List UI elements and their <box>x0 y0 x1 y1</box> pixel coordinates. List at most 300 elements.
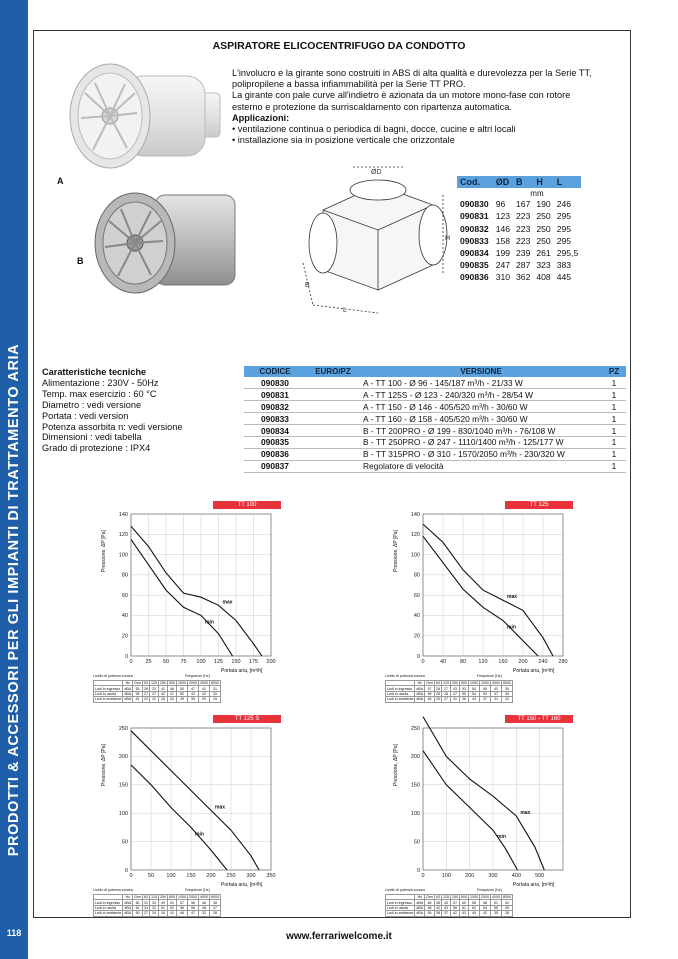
sound-value: 57 <box>425 686 435 691</box>
sound-value: 55 <box>479 686 490 691</box>
sound-value: 50 <box>176 686 187 691</box>
sound-value: 63 <box>435 895 440 900</box>
sound-value: 60 <box>459 900 468 905</box>
series-label: max <box>520 810 531 817</box>
sound-value: 47 <box>187 911 198 916</box>
y-tick-label: 40 <box>121 613 128 620</box>
price-cell <box>306 448 360 460</box>
sound-value: Gen <box>134 895 141 900</box>
dimension-value: 295 <box>556 223 572 234</box>
spec-line: Grado di protezione : IPX4 <box>42 443 151 454</box>
x-tick-label: 120 <box>478 659 488 665</box>
table-row <box>244 401 626 413</box>
sound-value: LwA in ambiente <box>387 911 414 916</box>
version-description: A - TT 160 - Ø 158 - 405/520 m³/h - 30/60 W <box>360 413 602 425</box>
product-code: 090836 <box>460 272 489 283</box>
chart-plot <box>93 500 283 668</box>
sound-value: LwA in ingresso <box>94 686 123 691</box>
x-tick-label: 0 <box>129 873 133 879</box>
sound-value: 42 <box>450 911 459 916</box>
sound-value: LwA in uscita <box>386 905 415 910</box>
y-tick-label: 250 <box>118 725 128 732</box>
sound-value: 53 <box>479 691 490 696</box>
sound-value: 27 <box>143 691 148 696</box>
sound-value: Gen <box>426 895 433 900</box>
dimension-value: 383 <box>556 260 572 271</box>
sound-value: 27 <box>149 691 158 696</box>
chart-plot <box>385 500 575 668</box>
specs-heading: Caratteristiche tecniche <box>42 367 147 377</box>
y-tick-label: 50 <box>121 839 128 846</box>
version-description: B - TT 315PRO - Ø 310 - 1570/2050 m³/h - 230/320 W <box>360 448 602 460</box>
sound-value: Gen <box>134 681 141 686</box>
performance-chart-tt125s <box>93 714 283 924</box>
y-tick-label: 100 <box>410 811 420 817</box>
sound-value: 38 <box>435 911 440 916</box>
sound-value: Hz <box>415 681 425 686</box>
product-code: 090835 <box>244 436 306 448</box>
y-tick-label: 250 <box>410 725 420 732</box>
sound-value: 34 <box>149 900 158 905</box>
sound-value: Hz <box>415 895 425 900</box>
header-cell: Cod. <box>457 176 493 188</box>
sound-value: 31 <box>450 697 459 702</box>
sound-power-table <box>93 894 221 917</box>
x-axis-label: Portata aria, [m³/h] <box>221 882 263 888</box>
description-line: esterno e protezione da surriscaldamento con ripartenza automatica. <box>232 101 512 112</box>
sound-value: 42 <box>198 691 209 696</box>
sound-value: 4000 <box>199 681 208 686</box>
sound-value: 58 <box>479 900 490 905</box>
sound-value: 8000 <box>502 895 511 900</box>
sound-value: dBA <box>124 900 132 905</box>
sound-value: 37 <box>479 697 490 702</box>
sound-value: 33 <box>198 911 209 916</box>
sound-value: 52 <box>167 905 176 910</box>
price-cell <box>306 389 360 401</box>
sound-value: 57 <box>176 900 187 905</box>
x-tick-label: 280 <box>558 659 568 665</box>
sound-value: LwA in ambiente <box>387 697 414 702</box>
dimension-value: 250 <box>536 211 551 222</box>
x-tick-label: 200 <box>518 659 528 665</box>
page-number: 118 <box>6 928 22 938</box>
y-tick-label: 200 <box>118 754 128 761</box>
sound-value: 54 <box>133 691 143 696</box>
sound-power-table <box>93 680 221 703</box>
dimension-table <box>457 176 581 284</box>
sound-value: LwA in ingresso <box>94 900 123 905</box>
y-tick-label: 100 <box>118 811 128 817</box>
dimension-value: 199 <box>495 248 511 259</box>
y-tick-label: 150 <box>118 782 128 789</box>
chart-title: TT 125 <box>505 501 573 509</box>
performance-chart-tt100 <box>93 500 283 710</box>
sound-value: 1000 <box>177 895 186 900</box>
table-row <box>457 235 581 247</box>
performance-chart-tt125 <box>385 500 575 710</box>
y-tick-label: 0 <box>416 867 420 874</box>
series-line-max <box>131 526 262 656</box>
x-tick-label: 50 <box>162 659 170 665</box>
version-description: Regolatore di velocità <box>360 460 602 472</box>
sound-value: 58 <box>176 905 187 910</box>
version-description: A - TT 150 - Ø 146 - 405/520 m³/h - 30/60 W <box>360 401 602 413</box>
sound-value: LwA in ambiente <box>95 911 122 916</box>
dimension-value: 158 <box>495 235 511 246</box>
sound-value: 48 <box>198 905 209 910</box>
quantity-cell: 1 <box>602 425 626 437</box>
sound-value: 53 <box>133 686 143 691</box>
sound-value: 36 <box>501 691 512 696</box>
x-tick-label: 350 <box>266 873 276 879</box>
quantity-cell: 1 <box>602 401 626 413</box>
y-tick-label: 80 <box>121 572 128 579</box>
series-line-min <box>423 751 518 870</box>
sound-value: 29 <box>198 697 209 702</box>
y-tick-label: 140 <box>410 511 420 518</box>
dimension-value: 408 <box>536 272 551 283</box>
series-line-max <box>423 524 553 656</box>
quantity-cell: 1 <box>602 389 626 401</box>
sound-value: 65 <box>425 900 435 905</box>
x-tick-label: 300 <box>488 873 498 879</box>
x-tick-label: 200 <box>465 873 475 879</box>
frequency-caption: Frequenze [Hz] <box>477 888 502 892</box>
x-axis-label: Portata aria, [m³/h] <box>513 668 555 674</box>
sound-value: 125 <box>150 681 157 686</box>
dimension-value: 250 <box>536 235 551 246</box>
series-label: max <box>507 594 518 601</box>
spec-line: Potenza assorbita n: vedi versione <box>42 421 183 432</box>
technical-specs <box>42 367 182 454</box>
sound-value: Hz <box>123 895 133 900</box>
dimension-value: 287 <box>516 260 531 271</box>
series-line-min <box>131 765 227 870</box>
sound-value: 43 <box>450 686 459 691</box>
sound-value: 56 <box>187 905 198 910</box>
header-cell: B <box>513 176 533 188</box>
sound-value: 25 <box>435 697 440 702</box>
series-label: min <box>195 831 204 838</box>
sound-value: 37 <box>209 905 220 910</box>
sound-value: 43 <box>490 686 501 691</box>
x-tick-label: 25 <box>145 659 152 665</box>
dimension-value: 445 <box>556 272 572 283</box>
sound-value: 2000 <box>188 895 197 900</box>
product-code: 090833 <box>460 235 489 246</box>
quantity-cell: 1 <box>602 460 626 472</box>
sound-value: 55 <box>490 905 501 910</box>
x-tick-label: 0 <box>129 659 133 665</box>
table-row <box>244 377 626 389</box>
price-cell <box>306 425 360 437</box>
dimension-value: 310 <box>495 272 511 283</box>
dimension-value: 223 <box>516 223 531 234</box>
sound-value: 55 <box>425 911 435 916</box>
table-row <box>244 389 626 401</box>
spec-line: Alimentazione : 230V - 50Hz <box>42 377 159 388</box>
sound-value: 8000 <box>210 681 219 686</box>
x-tick-label: 40 <box>439 659 447 665</box>
sound-value: 43 <box>441 905 450 910</box>
series-line-max <box>131 731 259 870</box>
dimension-value: 190 <box>536 199 551 210</box>
x-tick-label: 75 <box>180 659 187 665</box>
sound-value: 50 <box>176 691 187 696</box>
sound-value: 49 <box>158 900 167 905</box>
description-line: La girante con pale curve all'indietro è azionata da un motore mono-fase con rotore <box>232 90 571 101</box>
page-title: ASPIRATORE ELICOCENTRIFUGO DA CONDOTTO <box>212 40 466 52</box>
series-line-max <box>423 717 544 870</box>
x-tick-label: 500 <box>535 873 545 879</box>
noise-caption: Livello di potenza sonora <box>385 888 425 892</box>
drawing-label-h: H <box>445 235 451 242</box>
sound-value: 45 <box>501 905 512 910</box>
table-row <box>457 210 581 222</box>
y-tick-label: 120 <box>410 532 420 539</box>
x-tick-label: 300 <box>246 873 256 879</box>
sound-power-table <box>385 680 513 703</box>
sound-value: 29 <box>209 691 220 696</box>
x-tick-label: 200 <box>266 659 276 665</box>
frequency-caption: Frequenze [Hz] <box>185 888 210 892</box>
sound-value: 125 <box>150 895 157 900</box>
y-tick-label: 60 <box>121 592 128 599</box>
sound-value: dBA <box>416 697 424 702</box>
sound-value: dBA <box>416 911 424 916</box>
version-description: B - TT 250PRO - Ø 247 - 1110/1400 m³/h - 125/177 W <box>360 436 602 448</box>
x-axis-label: Portata aria, [m³/h] <box>513 882 555 888</box>
x-tick-label: 0 <box>421 873 425 879</box>
sound-value: 500 <box>168 895 175 900</box>
table-row <box>386 911 513 916</box>
price-cell <box>306 436 360 448</box>
y-tick-label: 0 <box>124 653 128 660</box>
sound-value: 500 <box>460 681 467 686</box>
spec-line: Temp. max esercizio : 60 °C <box>42 388 157 399</box>
technical-drawing <box>283 165 453 320</box>
spec-line: Dimensioni : vedi tabella <box>42 432 142 443</box>
sound-value: 1000 <box>469 895 478 900</box>
dimension-value: 96 <box>495 199 506 210</box>
sound-value: 125 <box>442 895 449 900</box>
dimension-value: 167 <box>516 199 531 210</box>
sound-value: 61 <box>133 905 143 910</box>
chart-title: TT 100 <box>213 501 281 509</box>
sound-value: 28 <box>501 911 512 916</box>
sound-value: LwA in uscita <box>94 691 123 696</box>
sound-value: 64 <box>479 905 490 910</box>
product-code: 090832 <box>460 223 489 234</box>
x-tick-label: 100 <box>166 873 176 879</box>
sound-value: dBA <box>124 911 132 916</box>
sound-value: dBA <box>416 905 424 910</box>
x-tick-label: 240 <box>538 659 548 665</box>
table-row <box>457 247 581 259</box>
product-code: 090831 <box>244 389 306 401</box>
y-tick-label: 0 <box>124 867 128 874</box>
sound-value: 23 <box>149 686 158 691</box>
sound-value: 47 <box>167 691 176 696</box>
dimension-value: 146 <box>495 223 511 234</box>
table-row <box>386 697 513 702</box>
sound-value: 51 <box>167 900 176 905</box>
y-axis-label: Pressione, ΔP [Pa] <box>393 744 399 786</box>
sound-value: 41 <box>167 911 176 916</box>
sound-value: 27 <box>441 686 450 691</box>
noise-caption: Livello di potenza sonora <box>93 674 133 678</box>
sound-value: 28 <box>435 691 440 696</box>
noise-caption: Livello di potenza sonora <box>385 674 425 678</box>
version-description: B - TT 200PRO - Ø 199 - 830/1040 m³/h - 76/108 W <box>360 425 602 437</box>
sound-value: dBA <box>416 900 424 905</box>
sound-value: 4000 <box>199 895 208 900</box>
sound-value: 1000 <box>177 681 186 686</box>
sound-value: 47 <box>490 691 501 696</box>
dimension-value: 223 <box>516 235 531 246</box>
description-line: L'involucro e la girante sono costruiti in ABS di alta qualità e durevolezza per la Serie TT, <box>232 68 592 78</box>
sound-value: 58 <box>450 905 459 910</box>
dimension-value: 295,5 <box>556 248 579 259</box>
sound-value: 62 <box>468 905 479 910</box>
sound-value: 23 <box>143 697 148 702</box>
sound-value: 42 <box>501 900 512 905</box>
footer-url: www.ferrariwelcome.it <box>286 931 392 942</box>
sound-value: LwA in ingresso <box>386 900 415 905</box>
x-tick-label: 80 <box>459 659 467 665</box>
photo-label-b: B <box>77 256 84 266</box>
sound-value: 39 <box>187 697 198 702</box>
quantity-cell: 1 <box>602 436 626 448</box>
sound-value: dBA <box>124 691 132 696</box>
y-axis-label: Pressione, ΔP [Pa] <box>393 530 399 572</box>
table-row <box>244 413 626 425</box>
dimension-value: 247 <box>495 260 511 271</box>
x-tick-label: 200 <box>206 873 216 879</box>
table-row <box>457 198 581 210</box>
sound-value: 41 <box>158 686 167 691</box>
header-cell: PZ <box>602 366 626 377</box>
y-tick-label: 200 <box>410 754 420 761</box>
table-row <box>244 460 626 472</box>
product-code: 090837 <box>244 460 306 472</box>
sound-value: dBA <box>416 686 424 691</box>
sidebar-title: PRODOTTI & ACCESSORI PER GLI IMPIANTI DI TRATTAMENTO ARIA <box>6 343 22 857</box>
y-tick-label: 20 <box>413 633 420 640</box>
sound-value: 37 <box>441 911 450 916</box>
description-line: polipropilene a bassa infiammabilità per la Serie TT PRO. <box>232 79 466 90</box>
plot-area <box>131 728 271 870</box>
header-cell: ØD <box>493 176 513 188</box>
sound-value: LwA in ingresso <box>386 686 415 691</box>
spec-line: Diametro : vedi versione <box>42 399 142 410</box>
table-row <box>244 448 626 460</box>
x-axis-label: Portata aria, [m³/h] <box>221 668 263 674</box>
series-label: min <box>497 834 506 841</box>
sound-value: 28 <box>435 686 440 691</box>
unit-label: mm <box>530 188 544 198</box>
product-photo-a <box>55 58 230 178</box>
sound-value: 46 <box>176 911 187 916</box>
sound-value: 31 <box>490 697 501 702</box>
x-tick-label: 100 <box>441 873 451 879</box>
applications-heading: Applicazioni: <box>232 112 290 123</box>
sound-value: 32 <box>149 905 158 910</box>
version-description: A - TT 125S - Ø 123 - 240/320 m³/h - 28/54 W <box>360 389 602 401</box>
series-line-min <box>131 539 233 656</box>
sound-value: 47 <box>450 691 459 696</box>
sound-value: 28 <box>441 691 450 696</box>
unit-row <box>457 188 581 198</box>
sound-value: 53 <box>459 686 468 691</box>
application-item: • ventilazione continua o periodica di bagni, docce, cucine e altri locali <box>232 124 516 135</box>
sound-value: 51 <box>490 900 501 905</box>
price-cell <box>306 460 360 472</box>
sound-value: 58 <box>468 900 479 905</box>
quantity-cell: 1 <box>602 377 626 389</box>
sound-value: 61 <box>459 905 468 910</box>
sound-value: 250 <box>451 681 458 686</box>
product-code: 090830 <box>460 199 489 210</box>
plot-area <box>423 514 563 656</box>
dimension-value: 123 <box>495 211 511 222</box>
drawing-label-b: B <box>305 282 310 289</box>
dimension-table-header <box>457 176 581 188</box>
dimension-value: 362 <box>516 272 531 283</box>
product-code: 090834 <box>244 425 306 437</box>
photo-label-a: A <box>57 176 64 186</box>
sound-value: 35 <box>501 686 512 691</box>
product-code: 090833 <box>244 413 306 425</box>
quantity-cell: 1 <box>602 413 626 425</box>
y-tick-label: 150 <box>410 782 420 789</box>
product-code: 090830 <box>244 377 306 389</box>
sound-value: Hz <box>123 681 133 686</box>
version-description: A - TT 100 - Ø 96 - 145/187 m³/h - 21/33 W <box>360 377 602 389</box>
sound-value: 47 <box>187 686 198 691</box>
sidebar-band <box>0 0 28 959</box>
sound-value: 27 <box>441 697 450 702</box>
price-cell <box>306 413 360 425</box>
x-tick-label: 250 <box>226 873 236 879</box>
x-tick-label: 100 <box>196 659 206 665</box>
sound-value: 34 <box>167 697 176 702</box>
sound-value: 4000 <box>491 895 500 900</box>
y-tick-label: 20 <box>121 633 128 640</box>
sound-value: 19 <box>209 697 220 702</box>
sound-value: LwA in ambiente <box>95 697 122 702</box>
header-cell: EURO/PZ <box>306 366 360 377</box>
x-tick-label: 0 <box>421 659 425 665</box>
sound-value: 38 <box>435 900 440 905</box>
sound-value: 42 <box>158 691 167 696</box>
sound-value: 4000 <box>491 681 500 686</box>
table-row <box>244 425 626 437</box>
product-code: 090834 <box>460 248 489 259</box>
sound-value: 34 <box>143 905 148 910</box>
sound-value: 28 <box>209 911 220 916</box>
quantity-cell: 1 <box>602 448 626 460</box>
series-label: min <box>205 619 214 626</box>
drawing-label-l: L <box>343 307 347 314</box>
x-tick-label: 175 <box>248 659 259 665</box>
sound-value: 45 <box>425 697 435 702</box>
sound-value: 49 <box>468 911 479 916</box>
chart-plot <box>385 714 575 882</box>
sound-value: 63 <box>143 895 148 900</box>
x-tick-label: 160 <box>498 659 508 665</box>
